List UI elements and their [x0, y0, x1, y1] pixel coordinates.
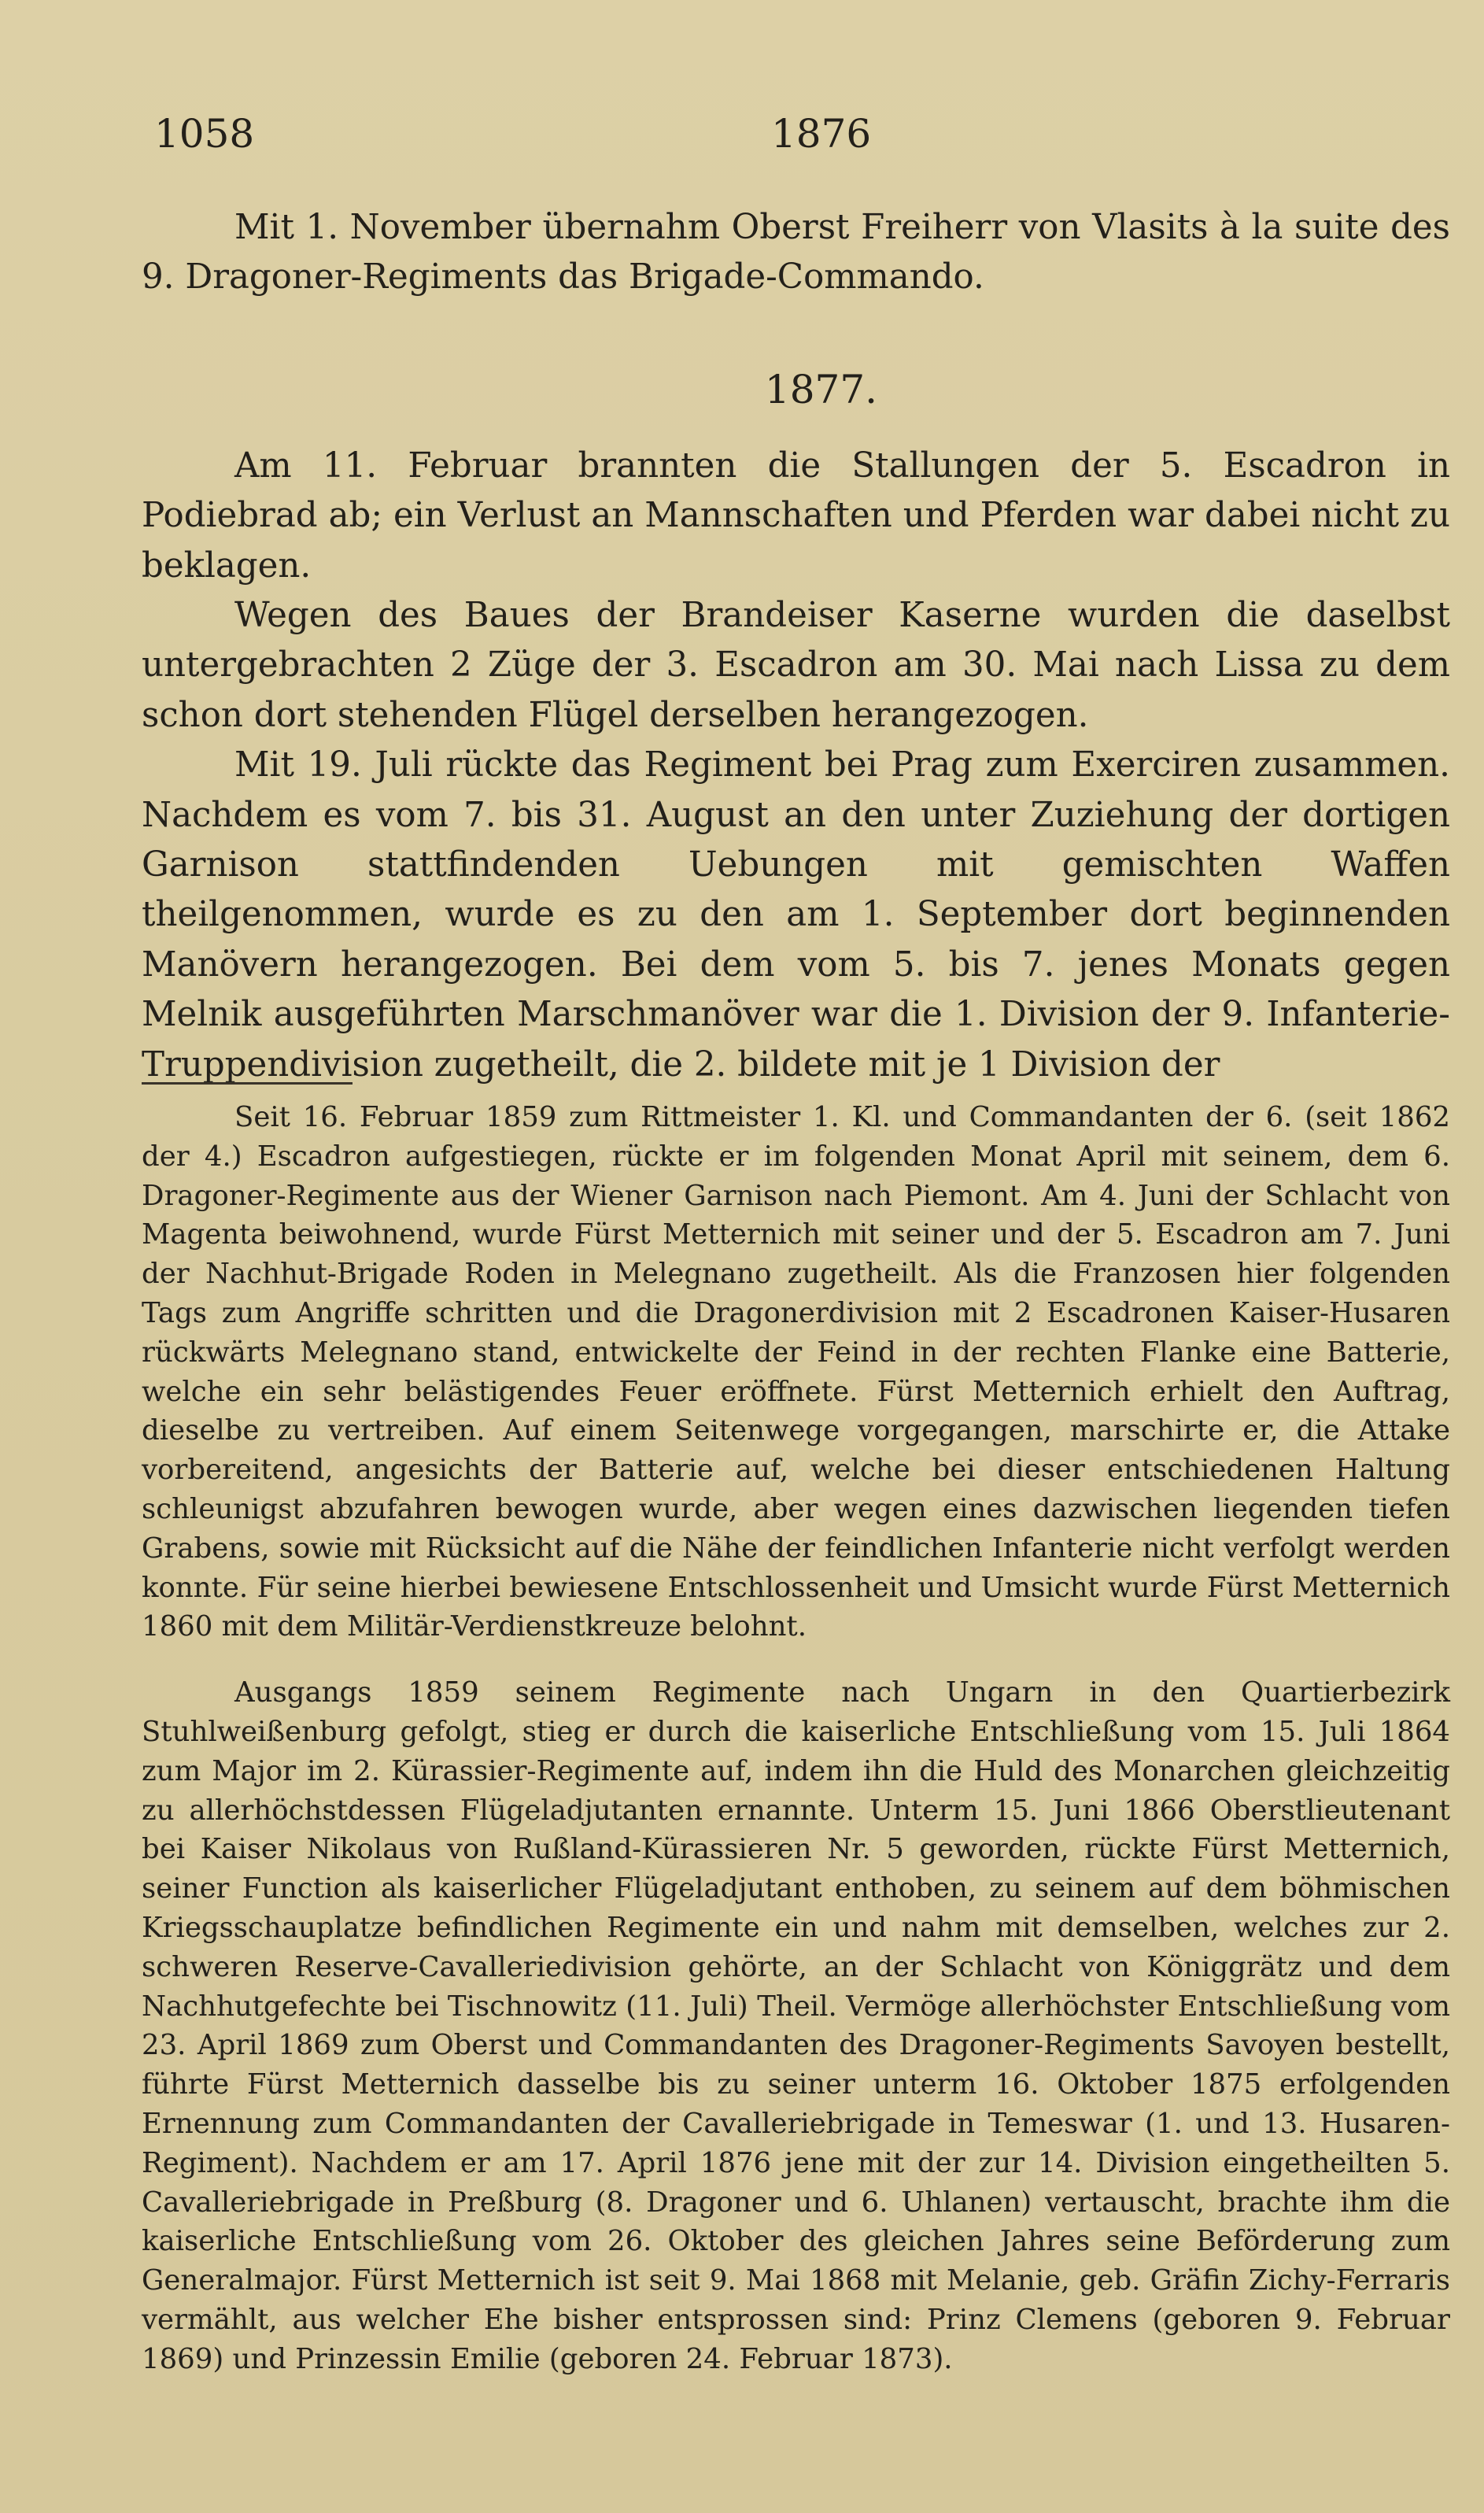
- footnote-paragraph: Seit 16. Februar 1859 zum Rittmeister 1. Kl. und Commandanten der 6. (seit 1862 der 4.) Escadron aufgestiegen, rückte er im folgenden Monat April mit seinem, dem 6. Dragoner-Regimente aus der Wiener Garnison nach Piemont. Am 4. Juni der Schlacht von Magenta beiwohnend, wurde Fürst Metternich mit seiner und der 5. Escadron am 7. Juni der Nachhut-Brigade Roden in Melegnano zugetheilt. Als die Franzosen hier folgenden Tags zum Angriffe schritten und die Dragonerdivision mit 2 Escadronen Kaiser-Husaren rückwärts Melegnano stand, entwickelte der Feind in der rechten Flanke eine Batterie, welche ein sehr belästigendes Feuer eröffnete. Fürst Metternich erhielt den Auftrag, dieselbe zu vertreiben. Auf einem Seitenwege vorgegangen, marschirte er, die Attake vorbereitend, angesichts der Batterie auf, welche bei dieser entschiedenen Haltung schleunigst abzufahren bewogen wurde, aber wegen eines dazwischen liegenden tiefen Grabens, sowie mit Rücksicht auf die Nähe der feindlichen Infanterie nicht verfolgt werden konnte. Für seine hierbei bewiesene Entschlossenheit und Umsicht wurde Fürst Metternich 1860 mit dem Militär-Verdienstkreuze belohnt.: [142, 1101, 1450, 1643]
- page-number: 1058: [154, 111, 255, 157]
- main-text: [142, 203, 1450, 1090]
- page-header: [0, 110, 1484, 157]
- body-paragraph: Wegen des Baues der Brandeiser Kaserne wurden die daselbst untergebrachten 2 Züge der 3. Escadron am 30. Mai nach Lissa zu dem schon dort stehenden Flügel derselben herangezogen.: [142, 596, 1450, 735]
- body-paragraph: Mit 19. Juli rückte das Regiment bei Prag zum Exerciren zusammen. Nachdem es vom 7. bis 31. August an den unter Zuziehung der dortigen Garnison stattfindenden Uebungen mit gemischten Waffen theilgenommen, wurde es zu den am 1. September dort beginnenden Manövern herangezogen. Bei dem vom 5. bis 7. jenes Monats gegen Melnik ausgeführten Marschmanöver war die 1. Division der 9. Infanterie-Truppendivision zugetheilt, die 2. bildete mit je 1 Division der: [142, 745, 1450, 1085]
- footnote-separator: [142, 1082, 353, 1085]
- footnotes: [142, 1098, 1450, 2379]
- footnote-paragraph: Ausgangs 1859 seinem Regimente nach Ungarn in den Quartierbezirk Stuhlweißenburg gefolgt, stieg er durch die kaiserliche Entschließung vom 15. Juli 1864 zum Major im 2. Kürassier-Regimente auf, indem ihn die Huld des Monarchen gleichzeitig zu allerhöchstdessen Flügeladjutanten ernannte. Unterm 15. Juni 1866 Oberstlieutenant bei Kaiser Nikolaus von Rußland-Kürassieren Nr. 5 geworden, rückte Fürst Metternich, seiner Function als kaiserlicher Flügeladjutant enthoben, zu seinem auf dem böhmischen Kriegsschauplatze befindlichen Regimente ein und nahm mit demselben, welches zur 2. schweren Reserve-Cavalleriedivision gehörte, an der Schlacht von Königgrätz und dem Nachhutgefechte bei Tischnowitz (11. Juli) Theil. Vermöge allerhöchster Entschließung vom 23. April 1869 zum Oberst und Commandanten des Dragoner-Regiments Savoyen bestellt, führte Fürst Metternich dasselbe bis zu seiner unterm 16. Oktober 1875 erfolgenden Ernennung zum Commandanten der Cavalleriebrigade in Temeswar (1. und 13. Husaren-Regiment). Nachdem er am 17. April 1876 jene mit der zur 14. Division eingetheilten 5. Cavalleriebrigade in Preßburg (8. Dragoner und 6. Uhlanen) vertauscht, brachte ihm die kaiserliche Entschließung vom 26. Oktober des gleichen Jahres seine Beförderung zum Generalmajor. Fürst Metternich ist seit 9. Mai 1868 mit Melanie, geb. Gräfin Zichy-Ferraris vermählt, aus welcher Ehe bisher entsprossen sind: Prinz Clemens (geboren 9. Februar 1869) und Prinzessin Emilie (geboren 24. Februar 1873).: [142, 1676, 1450, 2375]
- year-heading: 1877.: [764, 366, 878, 412]
- body-paragraph: Am 11. Februar brannten die Stallungen der 5. Escadron in Podiebrad ab; ein Verlust an Mannschaften und Pferden war dabei nicht zu beklagen.: [142, 445, 1450, 586]
- running-header-year: 1876: [771, 111, 872, 157]
- body-paragraph: Mit 1. November übernahm Oberst Freiherr von Vlasits à la suite des 9. Dragoner-Regiments das Brigade-Commando.: [142, 208, 1450, 297]
